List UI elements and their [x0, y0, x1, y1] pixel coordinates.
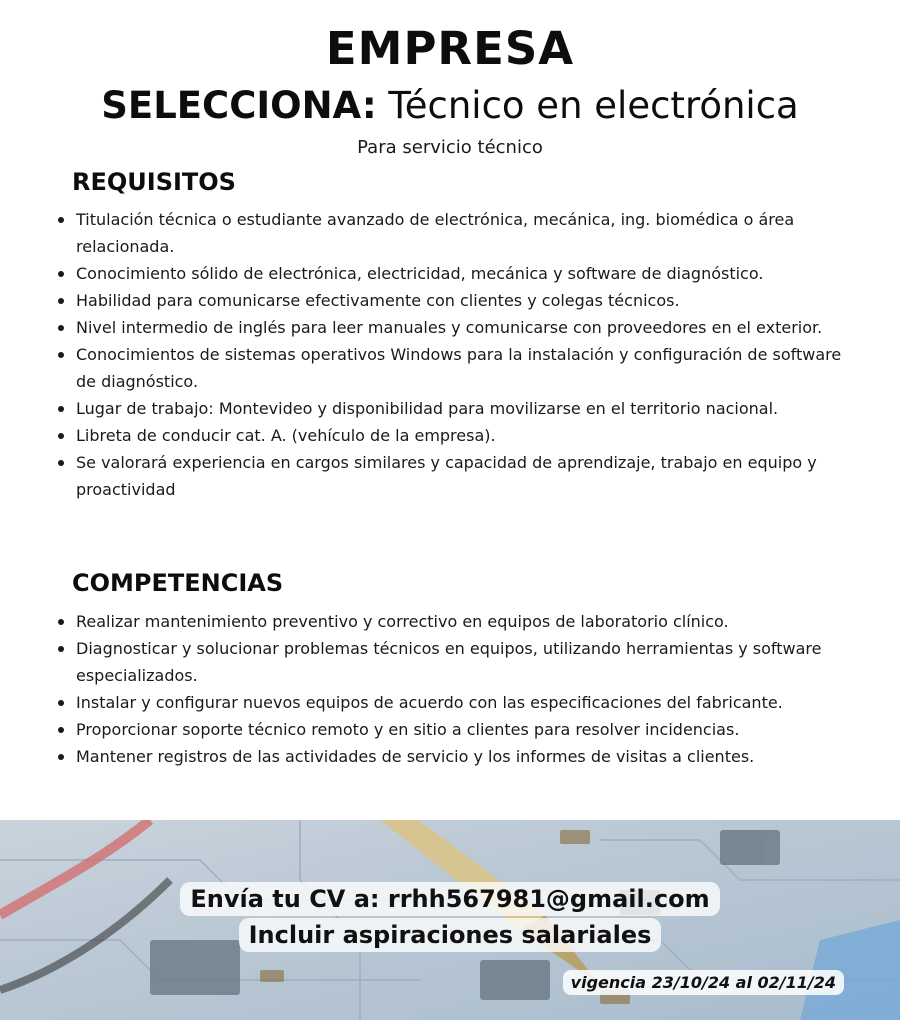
competencias-list [56, 608, 856, 770]
list-item: Proporcionar soporte técnico remoto y en sitio a clientes para resolver incidencias. [56, 716, 856, 743]
cta-salary: Incluir aspiraciones salariales [239, 918, 662, 952]
list-item: Libreta de conducir cat. A. (vehículo de la empresa). [56, 422, 856, 449]
cta-email-line [0, 882, 900, 916]
list-item: Lugar de trabajo: Montevideo y disponibilidad para movilizarse en el territorio nacional. [56, 395, 856, 422]
requisitos-list [56, 206, 856, 503]
list-item: Habilidad para comunicarse efectivamente con clientes y colegas técnicos. [56, 287, 856, 314]
footer-banner [0, 820, 900, 1020]
list-item: Mantener registros de las actividades de servicio y los informes de visitas a clientes. [56, 743, 856, 770]
competencias-heading: COMPETENCIAS [72, 569, 284, 597]
list-item: Nivel intermedio de inglés para leer manuales y comunicarse con proveedores en el exterior. [56, 314, 856, 341]
list-item: Titulación técnica o estudiante avanzado de electrónica, mecánica, ing. biomédica o área relacionada. [56, 206, 856, 260]
headline-role: Técnico en electrónica [376, 84, 799, 127]
validity-badge: vigencia 23/10/24 al 02/11/24 [563, 970, 844, 995]
list-item: Conocimiento sólido de electrónica, electricidad, mecánica y software de diagnóstico. [56, 260, 856, 287]
cta-email[interactable]: Envía tu CV a: rrhh567981@gmail.com [180, 882, 719, 916]
list-item: Realizar mantenimiento preventivo y correctivo en equipos de laboratorio clínico. [56, 608, 856, 635]
cta-salary-line [0, 918, 900, 952]
list-item: Conocimientos de sistemas operativos Windows para la instalación y configuración de software de diagnóstico. [56, 341, 856, 395]
requisitos-heading: REQUISITOS [72, 168, 236, 196]
list-item: Diagnosticar y solucionar problemas técnicos en equipos, utilizando herramientas y software especializados. [56, 635, 856, 689]
job-headline [0, 84, 900, 127]
list-item: Instalar y configurar nuevos equipos de acuerdo con las especificaciones del fabricante. [56, 689, 856, 716]
company-title: EMPRESA [325, 22, 575, 75]
list-item: Se valorará experiencia en cargos similares y capacidad de aprendizaje, trabajo en equipo y proactividad [56, 449, 856, 503]
subtitle: Para servicio técnico [357, 137, 543, 158]
headline-prefix: SELECCIONA: [101, 84, 377, 127]
